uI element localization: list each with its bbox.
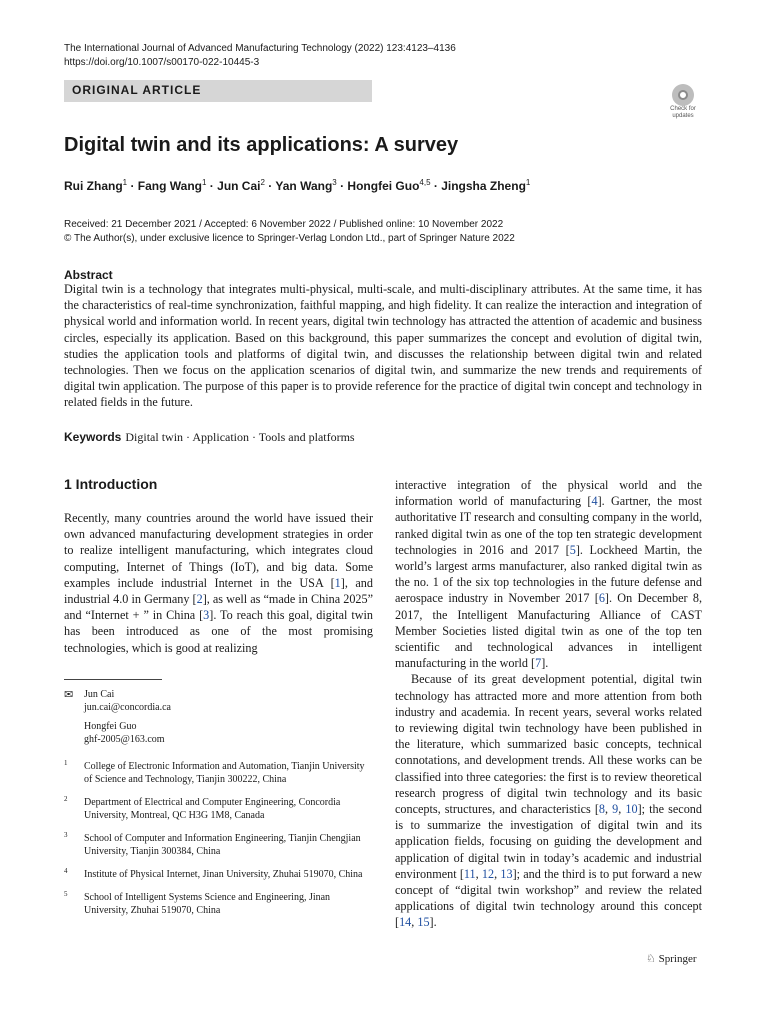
publisher-name: Springer <box>658 953 697 965</box>
right-column <box>395 477 702 931</box>
citation-link[interactable]: 2 <box>196 592 203 607</box>
citation-link[interactable]: 5 <box>569 542 576 557</box>
corresponding-author-email[interactable]: jun.cai@concordia.ca <box>84 702 171 713</box>
author-affiliation: 1 <box>525 178 531 187</box>
citation-link[interactable]: 6 <box>598 591 605 606</box>
author-name[interactable]: Jun Cai <box>217 179 261 193</box>
check-for-updates-badge[interactable] <box>664 84 702 124</box>
author-affiliation: 2 <box>260 178 265 187</box>
affiliation-item: 1 College of Electronic Information and Automation, Tianjin University of Science and Technology, Tianjin 300222, China <box>64 759 365 785</box>
abstract-heading: Abstract <box>64 268 113 282</box>
author-name[interactable]: Jingsha Zheng <box>441 179 526 193</box>
author-affiliation: 1 <box>202 178 207 187</box>
footnote-divider <box>64 679 162 680</box>
keywords-list: Digital twin · Application · Tools and platforms <box>125 430 355 444</box>
springer-horse-icon: ♘ <box>646 953 656 965</box>
paper-title: Digital twin and its applications: A survey <box>64 134 459 156</box>
citation-link[interactable]: 7 <box>535 656 542 671</box>
keywords-label: Keywords <box>64 430 122 444</box>
author-affiliation: 1 <box>122 178 128 187</box>
intro-paragraph-2: interactive integration of the physical world and the information world of manufacturing [4]. Gartner, the most authoritative IT research and consulting company in the world, ranked digital twin as one of the top ten strategic development technologies in 2016 and 2017 [5]. Lockheed Martin, the world’s largest arms manufacturer, also ranked digital twin as the no. 1 of the six top technologies in the future defense and aerospace industry in November 2017 [6]. On December 8, 2017, the Intelligent Manufacturing Alliance of CAST Member Societies listed digital twin as one of the top ten scientific and technological advances in intelligent manufacturing in the world [7]. <box>395 478 703 671</box>
check-updates-label-2: updates <box>672 113 694 119</box>
citation-link[interactable]: 4 <box>591 494 598 509</box>
intro-paragraph-1: Recently, many countries around the world have issued their own advanced manufacturing development strategies in order to realize intelligent manufacturing, which integrates cloud computing, Internet of Things (IoT), and big data. Some examples include industrial Internet in the USA [1], and industrial 4.0 in Germany [2], as well as “made in China 2025” and “Internet + ” in China [3]. To reach this goal, digital twin has been introduced as one of the most promising technologies, which is good at realizing <box>64 511 374 655</box>
affiliation-item: 3 School of Computer and Information Engineering, Tianjin Chengjian University, Tianjin 300384, China <box>64 831 361 857</box>
affiliation-item: 4 Institute of Physical Internet, Jinan University, Zhuhai 519070, China <box>64 867 363 880</box>
abstract-text: Digital twin is a technology that integrates multi-physical, multi-scale, and multi-disciplinary attributes. At the same time, it has the characteristics of real-time synchronization, faithful mapping, and high fidelity. It can realize the interaction and integration of physical world and information world. In recent years, digital twin technology has attracted the attention of academic and business circles, especially its application. Based on this background, this paper summarizes the concept and evolution of digital twin, studies the application tools and platforms of digital twin, and discusses the relationship between digital twin and related technologies. Then we focus on the application scenarios of digital twin, and summarize the new trends and requirements of digital twin application. The purpose of this paper is to provide reference for the practice of digital twin concept and technology in related fields in the future. <box>64 282 702 410</box>
section-heading-introduction: 1 Introduction <box>64 476 158 492</box>
publication-dates: Received: 21 December 2021 / Accepted: 6 November 2022 / Published online: 10 November 2022 <box>64 219 504 230</box>
author-name[interactable]: Rui Zhang <box>64 179 123 193</box>
article-type-label: ORIGINAL ARTICLE <box>72 83 202 97</box>
copyright-notice: © The Author(s), under exclusive licence to Springer-Verlag London Ltd., part of Springer Nature 2022 <box>64 233 515 244</box>
author-affiliation: 3 <box>332 178 337 187</box>
intro-paragraph-3: Because of its great development potential, digital twin technology has attracted more and more attention from both industry and academia. In recent years, several works related to reviewing digital twin technology have been published in the literature, which summarized basic concepts, technical connotations, and development trends. All these works can be classified into three categories: the first is to review theoretical research progress of digital twin technology and its basic concepts, structures, and characteristics [8, 9, 10]; the second is to summarize the investigation of digital twin and its application fields, focusing on guiding the development and application of digital twin in today’s academic and industrial environment [11, 12, 13]; and the third is to put forward a new concept of “digital twin workshop” and review the related applications of digital twin technology around this concept [14, 15]. <box>395 672 703 930</box>
author-name[interactable]: Yan Wang <box>275 179 333 193</box>
citation-link[interactable]: 1 <box>334 575 341 590</box>
publisher-logo <box>646 952 697 965</box>
envelope-icon: ✉ <box>64 689 74 701</box>
affiliation-item: 2 Department of Electrical and Computer Engineering, Concordia University, Montreal, QC H3G 1M8, Canada <box>64 795 341 821</box>
corresponding-author-name: Jun Cai <box>84 689 115 700</box>
author-name[interactable]: Fang Wang <box>137 179 203 193</box>
doi-link[interactable]: https://doi.org/10.1007/s00170-022-10445-3 <box>64 57 260 68</box>
keywords <box>64 430 355 445</box>
article-type-bar <box>64 80 372 102</box>
journal-citation: The International Journal of Advanced Manufacturing Technology (2022) 123:4123–4136 <box>64 43 456 54</box>
author-affiliation: 4,5 <box>419 178 431 187</box>
citation-link[interactable]: 15 <box>417 915 430 930</box>
author-name[interactable]: Hongfei Guo <box>347 179 420 193</box>
check-updates-icon <box>672 84 694 106</box>
citation-link[interactable]: 12 <box>481 866 495 881</box>
citation-link[interactable]: 14 <box>399 915 412 930</box>
affiliation-item: 5 School of Intelligent Systems Science and Engineering, Jinan University, Zhuhai 519070, China <box>64 890 331 916</box>
citation-link[interactable]: 13 <box>500 866 513 881</box>
citation-link[interactable]: 9 <box>612 802 619 817</box>
check-updates-label-1: Check for <box>670 106 696 112</box>
citation-link[interactable]: 11 <box>463 866 476 881</box>
citation-link[interactable]: 8 <box>598 802 605 817</box>
citation-link[interactable]: 10 <box>625 802 638 817</box>
corresponding-author-email[interactable]: ghf-2005@163.com <box>84 734 165 745</box>
citation-link[interactable]: 3 <box>203 608 210 623</box>
author-list: Rui Zhang$^1$ · Fang Wang$^1$ · Jun Cai$^2$ · Yan Wang$^3$ · Hongfei Guo$^{4,5}$ · Jingsha Zheng$^1$ <box>64 178 531 193</box>
correspondence-block <box>64 688 373 917</box>
corresponding-author-name: Hongfei Guo <box>84 721 137 732</box>
